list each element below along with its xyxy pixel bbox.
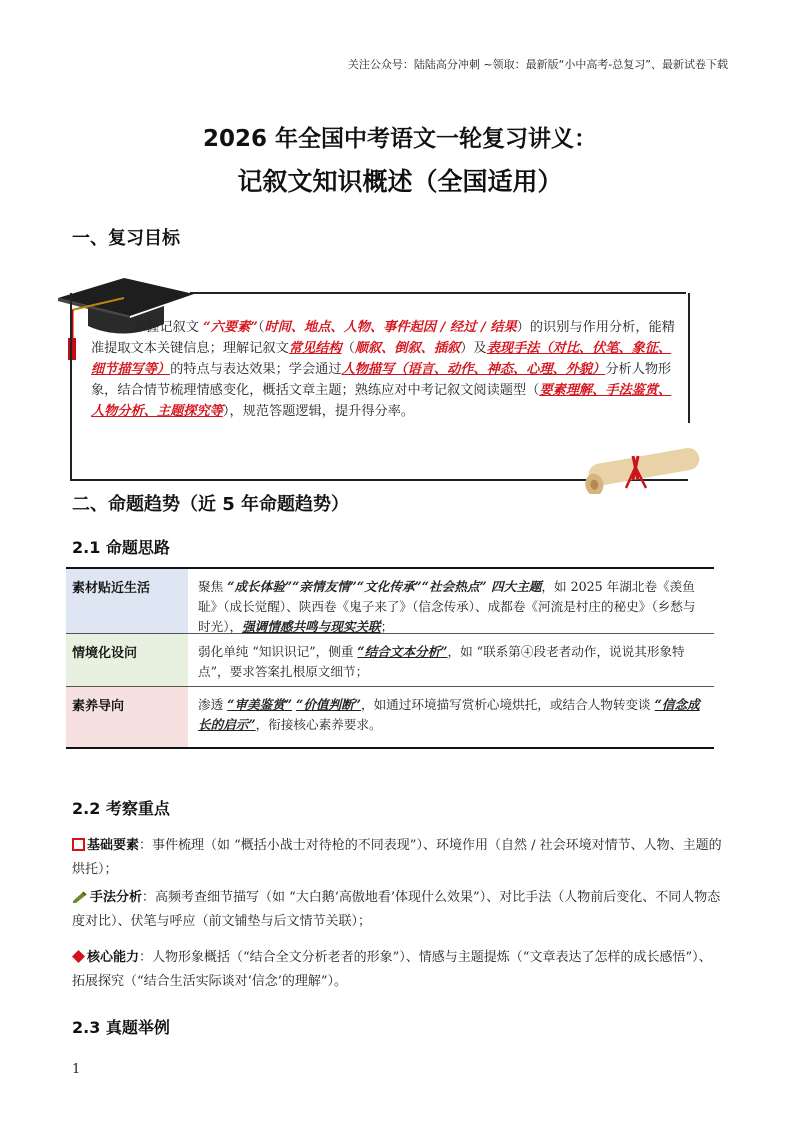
cell-keyword: “审美鉴赏” [227, 697, 293, 712]
row-label: 情境化设问 [66, 634, 188, 686]
subheading-approach: 2.1 命题思路 [72, 538, 170, 557]
page-title-line1: 2026 年全国中考语文一轮复习讲义： [202, 126, 598, 152]
cell-text: 渗透 [198, 697, 228, 712]
goal-keyword: 时间、地点、人物、事件起因 / 经过 / 结果 [264, 320, 517, 335]
section-heading-goals: 一、复习目标 [72, 228, 180, 249]
row-content [188, 569, 714, 633]
goal-text: （ [257, 320, 265, 335]
goal-keyword: 人物描写（语言、动作、神态、心理、外貌） [341, 362, 606, 377]
row-label: 素材贴近生活 [66, 569, 188, 633]
subheading-examples: 2.3 真题举例 [72, 1018, 170, 1037]
point-lead: 核心能力 [87, 950, 140, 965]
goal-text: 的特点与表达效果；学会通过 [170, 362, 342, 377]
table-row [66, 633, 714, 686]
cell-text: ，衔接核心素养要求。 [255, 717, 382, 732]
goal-text: ），规范答题逻辑，提升得分率。 [222, 404, 415, 419]
cell-text: ，如 2025 年湖北卷《羡鱼耻》（成长觉醒）、陕西卷《鬼子来了》（信念传承）、成都卷《河流是村庄的秘史》（乡愁与时光）， [198, 579, 696, 634]
cell-keyword: “价值判断” [296, 697, 361, 712]
goal-text: 掌握记叙文 [133, 320, 204, 335]
goal-keyword: 表现手法（对比、伏笔、象征、细节描写等） [91, 341, 672, 377]
goal-text: ）及 [460, 341, 487, 356]
cell-keyword: “结合文本分析” [357, 644, 448, 659]
point-lead: 基础要素 [87, 838, 140, 853]
goal-text: （ [341, 341, 355, 356]
point-lead: 手法分析 [90, 890, 143, 905]
focus-point-core [72, 946, 722, 994]
row-label: 素养导向 [66, 687, 188, 747]
point-text: ：人物形象概括（“结合全文分析老者的形象”）、情感与主题提炼（“文章表达了怎样的成长感悟”）、拓展探究（“结合生活实际谈对‘信念’的理解”）。 [72, 950, 712, 989]
focus-point-techniques [72, 886, 722, 934]
subheading-focus: 2.2 考察重点 [72, 799, 170, 818]
table-row [66, 686, 714, 747]
diamond-icon [72, 950, 85, 963]
cell-keyword: “成长体验”“亲情友情”“文化传承”“社会热点” 四大主题 [227, 579, 542, 594]
row-content [188, 634, 714, 686]
header-note: 关注公众号：陆陆高分冲刺 ~领取：最新版“小中高考-总复习”、最新试卷下载 [347, 58, 728, 71]
table-row [66, 569, 714, 633]
cell-text: 聚焦 [198, 579, 228, 594]
cell-text: ，如通过环境描写赏析心境烘托，或结合人物转变谈 [360, 697, 655, 712]
checkbox-icon [72, 838, 85, 851]
goal-keyword: “六要素” [203, 320, 258, 335]
goal-paragraph [91, 317, 681, 422]
cell-text: ； [380, 619, 394, 634]
cell-keyword: “信念成长的启示” [198, 697, 700, 732]
pencil-icon [72, 890, 88, 903]
goal-text: ）的识别与作用分析，能精准提取文本关键信息；理解记叙文 [91, 320, 675, 356]
goal-keyword: 常见结构 [288, 341, 342, 356]
page-title-line2: 记叙文知识概述（全国适用） [237, 167, 563, 196]
goal-keyword: 顺叙、倒叙、插叙 [354, 341, 461, 356]
cell-text: ，如 “联系第④段老者动作，说说其形象特点”，要求答案扎根原文细节； [198, 644, 685, 679]
goal-keyword: 要素理解、手法鉴赏、人物分析、主题探究等 [91, 383, 672, 419]
page-number: 1 [72, 1062, 81, 1077]
diploma-scroll-icon [578, 446, 708, 494]
approach-table [66, 567, 714, 749]
goal-text: 分析人物形象，结合情节梳理情感变化，概括文章主题；熟练应对中考记叙文阅读题型（ [91, 362, 672, 398]
row-content [188, 687, 714, 747]
cell-keyword: 强调情感共鸣与现实关联 [242, 619, 381, 634]
point-text: ：事件梳理（如 “概括小战士对待枪的不同表现”）、环境作用（自然 / 社会环境对情节、人物、主题的烘托）； [72, 838, 722, 877]
cell-text: 弱化单纯 “知识识记”，侧重 [198, 644, 358, 659]
section-heading-trends: 二、命题趋势（近 5 年命题趋势） [72, 494, 350, 515]
point-text: ：高频考查细节描写（如 “大白鹅‘高傲地看’体现什么效果”）、对比手法（人物前后变化、不同人物态度对比）、伏笔与呼应（前文铺垫与后文情节关联）； [72, 890, 721, 929]
focus-point-basics [72, 834, 722, 882]
